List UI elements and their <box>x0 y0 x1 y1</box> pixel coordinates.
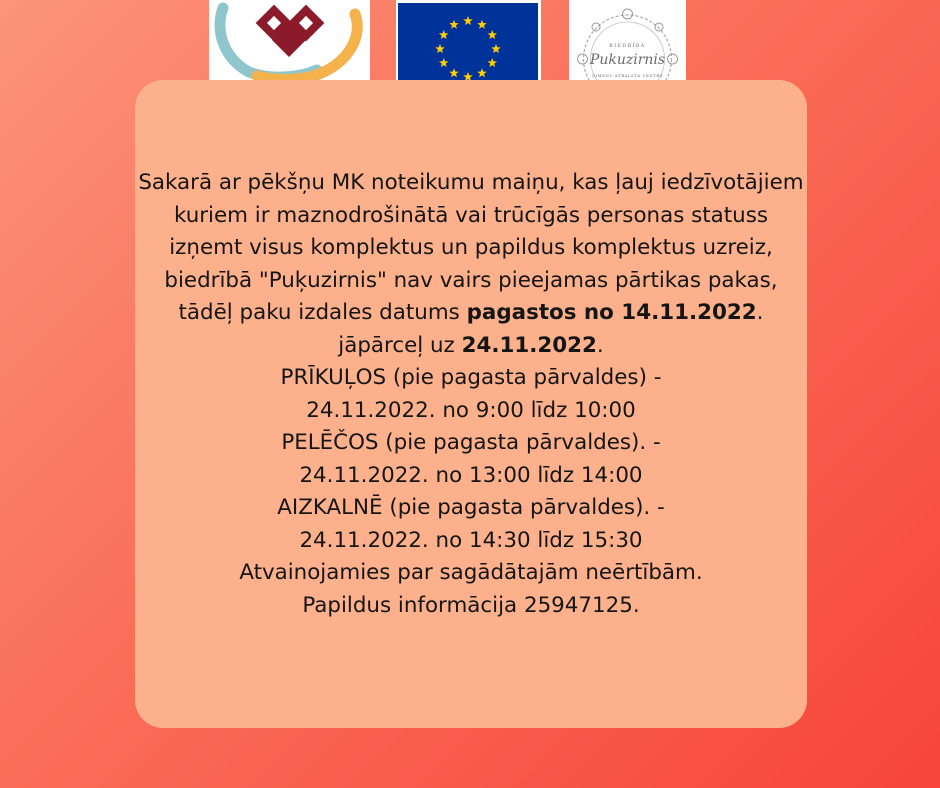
schedule-place-1: PRĪKUĻOS (pie pagasta pārvaldes) - <box>280 365 662 390</box>
apology-text: Atvainojamies par sagādātajām neērtībām. <box>239 560 703 585</box>
schedule-time-2: 24.11.2022. no 13:00 līdz 14:00 <box>299 462 643 488</box>
notice-end-dot: . <box>596 332 604 358</box>
schedule-time-3: 24.11.2022. no 14:30 līdz 15:30 <box>299 527 643 553</box>
hands-heart-logo-icon <box>209 0 370 92</box>
pukuzirnis-name: Pukuzirnis <box>589 52 666 68</box>
notice-mid: . jāpārceļ uz <box>338 300 764 358</box>
contact-text: Papildus informācija 25947125. <box>302 592 640 618</box>
schedule-place-2: PELĒČOS (pie pagasta pārvaldes). - <box>281 430 661 455</box>
notice-paragraph <box>135 167 807 362</box>
schedule-place-3: AIZKALNĒ (pie pagasta pārvaldes). - <box>277 495 665 520</box>
notice-text <box>135 167 807 622</box>
pukuzirnis-bottom-text: ĢIMENU ATBALSTA CENTRS <box>591 73 664 78</box>
pukuzirnis-top-text: BIEDRĪBA <box>609 44 646 49</box>
notice-intro: Sakarā ar pēkšņu MK noteikumu maiņu, kas ļauj iedzīvotājiem kuriem ir maznodrošinātā vai trūcīgās personas statuss izņemt visus komplektus un papildus komplektus uzreiz, biedrībā "Puķuzirnis" nav vairs pieejamas pārtikas pakas, tādēļ paku izdales datums <box>138 170 804 325</box>
notice-bold-places: pagastos no 14.11.2022 <box>466 300 757 325</box>
notice-bold-new-date: 24.11.2022 <box>461 332 597 358</box>
schedule-time-1: 24.11.2022. no 9:00 līdz 10:00 <box>306 397 636 423</box>
